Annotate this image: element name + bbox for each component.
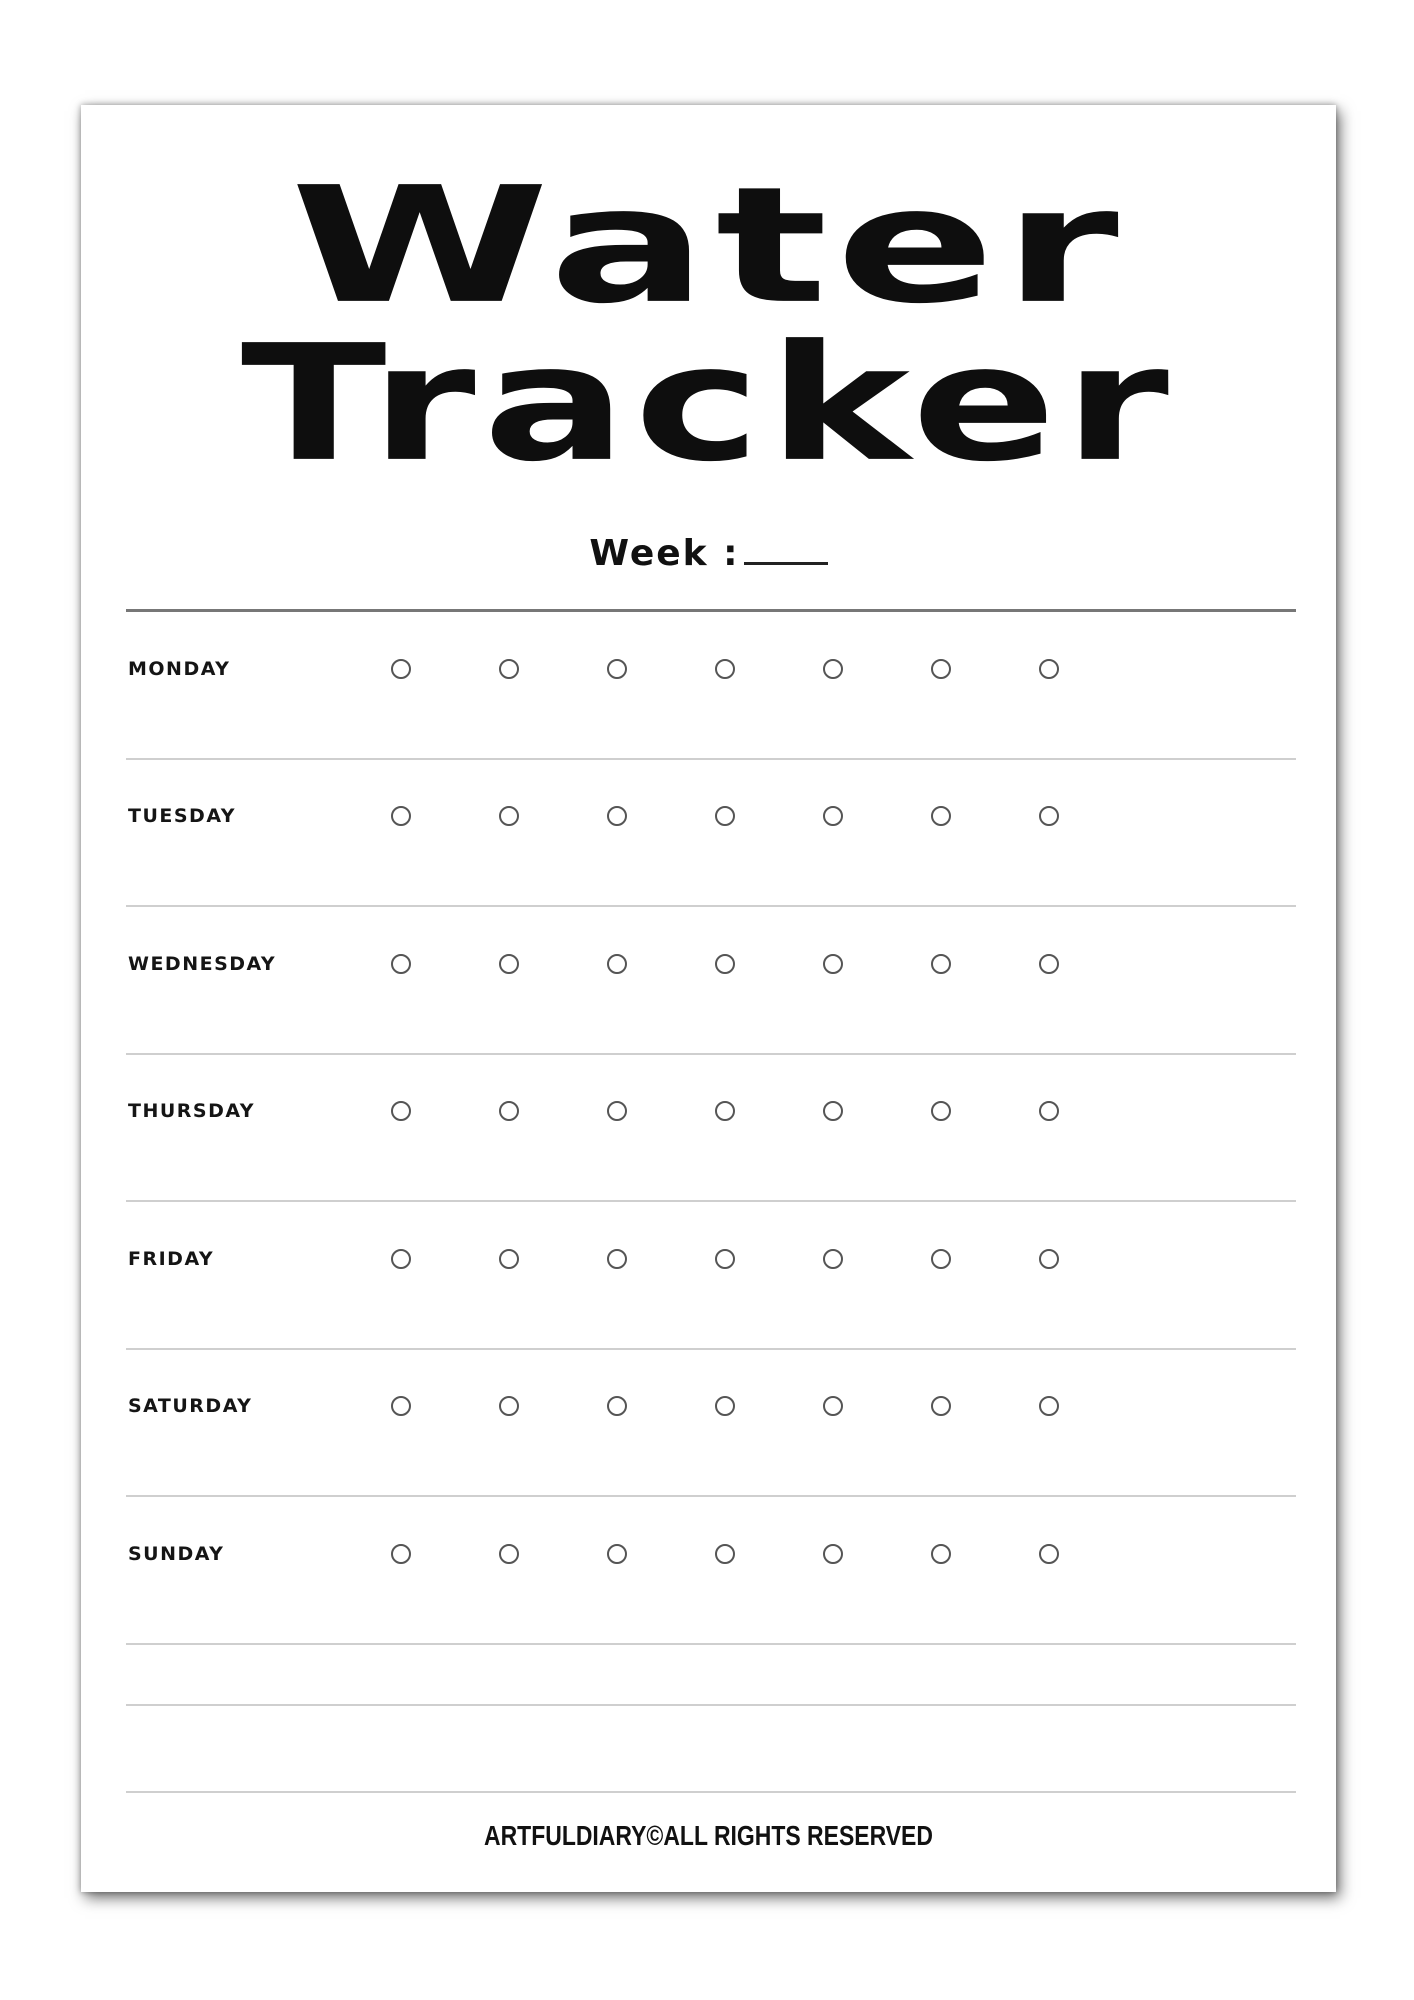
day-row-sunday (126, 1497, 1296, 1645)
glass-checkbox[interactable] (391, 659, 411, 679)
tracker-sheet (81, 105, 1336, 1892)
day-row-friday (126, 1202, 1296, 1350)
glass-checkbox[interactable] (607, 659, 627, 679)
day-row-wednesday (126, 907, 1296, 1055)
glass-checkbox[interactable] (607, 1396, 627, 1416)
glass-checkbox[interactable] (391, 1544, 411, 1564)
glass-checkbox[interactable] (1039, 954, 1059, 974)
glass-checkbox[interactable] (499, 659, 519, 679)
day-label: SUNDAY (128, 1542, 225, 1565)
glass-checkbox[interactable] (715, 1544, 735, 1564)
glass-checkbox[interactable] (823, 1396, 843, 1416)
glass-checkbox[interactable] (1039, 659, 1059, 679)
glass-checkbox[interactable] (931, 1101, 951, 1121)
title-line-water: Water (290, 152, 1127, 339)
day-row-thursday (126, 1055, 1296, 1203)
day-label: THURSDAY (128, 1100, 256, 1123)
blank-note-line (126, 1706, 1296, 1793)
title-line-tracker: Tracker (240, 310, 1177, 497)
glass-checkbox[interactable] (931, 806, 951, 826)
glass-checkbox[interactable] (391, 806, 411, 826)
glass-checkbox[interactable] (823, 1101, 843, 1121)
day-row-monday (126, 612, 1296, 760)
glass-checkbox[interactable] (931, 1544, 951, 1564)
glass-checkbox[interactable] (715, 1249, 735, 1269)
day-rows (126, 612, 1296, 1793)
glass-checkbox[interactable] (931, 659, 951, 679)
glass-checkbox[interactable] (823, 954, 843, 974)
glass-checkbox[interactable] (499, 1101, 519, 1121)
glass-checkbox[interactable] (823, 1544, 843, 1564)
glass-checkbox[interactable] (1039, 1544, 1059, 1564)
glass-checkbox[interactable] (499, 954, 519, 974)
glass-checkbox[interactable] (715, 659, 735, 679)
glass-checkbox[interactable] (607, 1101, 627, 1121)
day-label: WEDNESDAY (128, 952, 277, 975)
glass-checkbox[interactable] (931, 1396, 951, 1416)
glass-checkbox[interactable] (499, 1249, 519, 1269)
glass-checkbox[interactable] (715, 806, 735, 826)
glass-checkbox[interactable] (607, 1544, 627, 1564)
glass-checkbox[interactable] (823, 806, 843, 826)
glass-checkbox[interactable] (499, 806, 519, 826)
glass-checkbox[interactable] (607, 1249, 627, 1269)
week-field (81, 533, 1336, 574)
glass-checkbox[interactable] (391, 954, 411, 974)
blank-note-line (126, 1645, 1296, 1706)
glass-checkbox[interactable] (931, 1249, 951, 1269)
glass-checkbox[interactable] (607, 806, 627, 826)
glass-checkbox[interactable] (1039, 1249, 1059, 1269)
day-label: TUESDAY (128, 805, 236, 828)
day-label: SATURDAY (128, 1395, 253, 1418)
day-label: FRIDAY (128, 1247, 215, 1270)
glass-checkbox[interactable] (391, 1249, 411, 1269)
glass-checkbox[interactable] (931, 954, 951, 974)
glass-checkbox[interactable] (823, 1249, 843, 1269)
glass-checkbox[interactable] (715, 1396, 735, 1416)
week-label: Week : (589, 533, 740, 574)
glass-checkbox[interactable] (823, 659, 843, 679)
glass-checkbox[interactable] (1039, 1101, 1059, 1121)
glass-checkbox[interactable] (391, 1101, 411, 1121)
glass-checkbox[interactable] (391, 1396, 411, 1416)
glass-checkbox[interactable] (715, 1101, 735, 1121)
glass-checkbox[interactable] (607, 954, 627, 974)
glass-checkbox[interactable] (499, 1396, 519, 1416)
day-row-tuesday (126, 760, 1296, 908)
copyright-footer: ARTFULDIARY©ALL RIGHTS RESERVED (484, 1820, 933, 1851)
day-row-saturday (126, 1350, 1296, 1498)
week-blank-line[interactable] (744, 534, 828, 565)
glass-checkbox[interactable] (715, 954, 735, 974)
day-label: MONDAY (128, 657, 231, 680)
glass-checkbox[interactable] (499, 1544, 519, 1564)
glass-checkbox[interactable] (1039, 806, 1059, 826)
glass-checkbox[interactable] (1039, 1396, 1059, 1416)
